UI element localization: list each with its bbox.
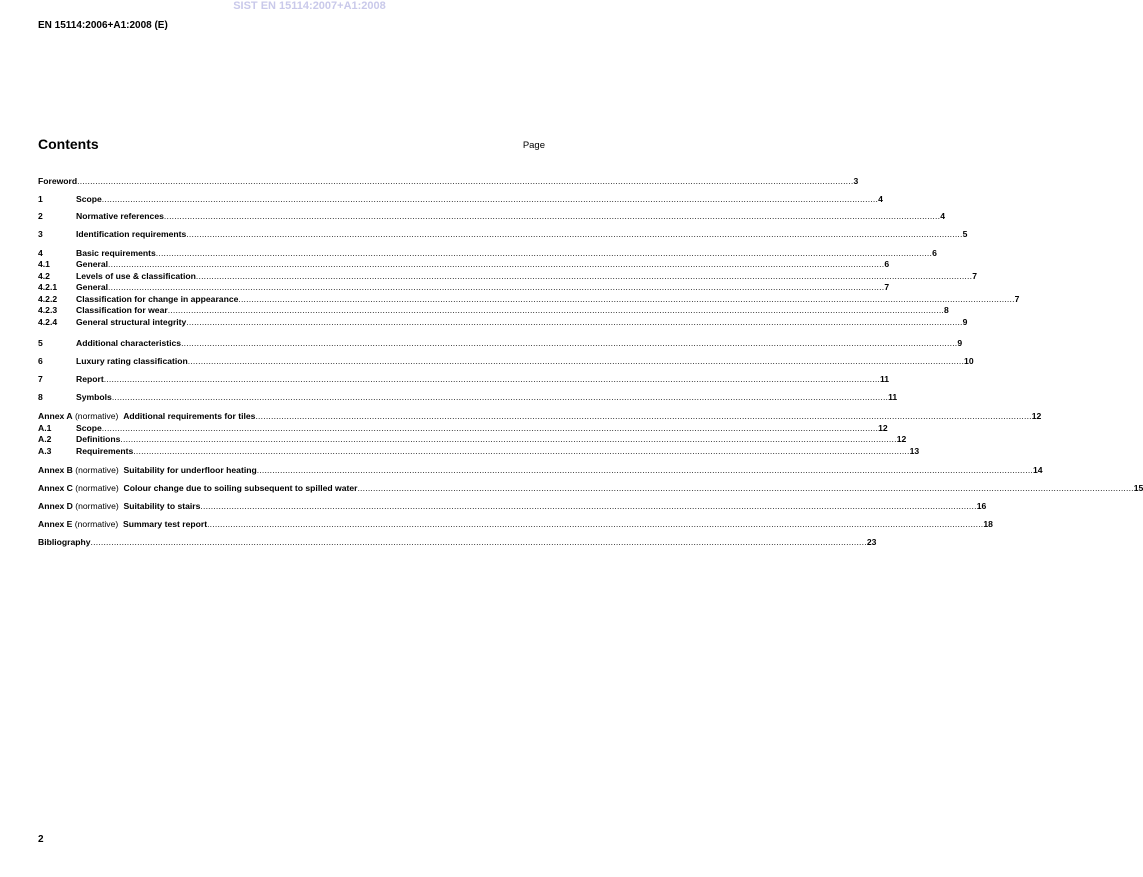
entry-page: 12: [896, 434, 907, 444]
entry-page: 5: [962, 229, 968, 239]
section-number: A.3: [38, 446, 52, 456]
section-number: A.2: [38, 434, 52, 444]
dot-leader: ............................................................................................................................................................................................................................................................................................................: [207, 519, 984, 529]
entry-title: Levels of use & classification: [76, 271, 196, 281]
entry-title: General structural integrity: [76, 317, 187, 327]
annex-label: Annex E: [38, 519, 73, 529]
toc-entry[interactable]: [38, 317, 968, 328]
toc-entry[interactable]: [38, 537, 877, 548]
annex-qualifier: (normative): [74, 411, 119, 421]
entry-page: 9: [957, 338, 963, 348]
entry-page: 13: [909, 446, 920, 456]
page-number: 2: [38, 834, 44, 845]
toc-entry[interactable]: [38, 392, 898, 403]
annex-label: Annex C: [38, 483, 73, 493]
entry-page: 9: [962, 317, 968, 327]
toc-entry[interactable]: [38, 465, 1043, 476]
dot-leader: ............................................................................................................................................................................................................................................................................................................: [120, 434, 897, 444]
toc-entry[interactable]: [38, 176, 859, 187]
dot-leader: ............................................................................................................................................................................................................................................................................................................: [163, 211, 941, 221]
toc-entry[interactable]: [38, 356, 974, 367]
entry-title: Additional requirements for tiles: [123, 411, 256, 421]
entry-title: Scope: [76, 194, 102, 204]
section-number: 4.1: [38, 259, 50, 269]
dot-leader: ............................................................................................................................................................................................................................................................................................................: [200, 501, 977, 511]
toc-entry[interactable]: [38, 446, 920, 457]
dot-leader: ............................................................................................................................................................................................................................................................................................................: [101, 194, 879, 204]
entry-title: Summary test report: [123, 519, 208, 529]
watermark: SIST EN 15114:2007+A1:2008: [233, 0, 386, 12]
section-number: 4: [38, 248, 43, 258]
entry-page: 4: [878, 194, 883, 204]
entry-title: General: [76, 259, 109, 269]
section-number: 4.2.4: [38, 317, 58, 327]
dot-leader: ............................................................................................................................................................................................................................................................................................................: [77, 176, 854, 186]
entry-title: Colour change due to soiling subsequent to spilled water: [123, 483, 358, 493]
section-number: 2: [38, 211, 43, 221]
annex-qualifier: (normative): [75, 501, 119, 511]
dot-leader: ............................................................................................................................................................................................................................................................................................................: [108, 259, 885, 269]
dot-leader: ............................................................................................................................................................................................................................................................................................................: [133, 446, 910, 456]
dot-leader: ............................................................................................................................................................................................................................................................................................................: [90, 537, 867, 547]
entry-page: 7: [884, 282, 890, 292]
annex-qualifier: (normative): [75, 483, 119, 493]
dot-leader: ............................................................................................................................................................................................................................................................................................................: [186, 317, 963, 327]
toc-entry[interactable]: [38, 282, 890, 293]
section-number: 8: [38, 392, 43, 402]
section-number: 6: [38, 356, 43, 366]
dot-leader: ............................................................................................................................................................................................................................................................................................................: [103, 374, 880, 384]
section-number: 3: [38, 229, 43, 239]
toc-entry[interactable]: [38, 519, 993, 530]
entry-title: Symbols: [76, 392, 112, 402]
dot-leader: ............................................................................................................................................................................................................................................................................................................: [108, 282, 885, 292]
toc-entry[interactable]: [38, 248, 937, 259]
toc-entry[interactable]: [38, 501, 987, 512]
entry-title: Additional characteristics: [76, 338, 182, 348]
toc-entry[interactable]: [38, 229, 968, 240]
entry-page: 8: [944, 305, 949, 315]
dot-leader: ............................................................................................................................................................................................................................................................................................................: [155, 248, 933, 258]
entry-title: Bibliography: [38, 537, 91, 547]
dot-leader: ............................................................................................................................................................................................................................................................................................................: [195, 271, 973, 281]
entry-title: Normative references: [76, 211, 164, 221]
entry-page: 16: [976, 501, 987, 511]
entry-page: 18: [983, 519, 993, 529]
entry-title: General: [76, 282, 109, 292]
dot-leader: ............................................................................................................................................................................................................................................................................................................: [256, 465, 1033, 475]
dot-leader: ............................................................................................................................................................................................................................................................................................................: [187, 356, 965, 366]
document-header: EN 15114:2006+A1:2008 (E): [38, 20, 168, 31]
entry-page: 4: [940, 211, 945, 221]
section-number: 1: [38, 194, 43, 204]
toc-entry[interactable]: [38, 374, 890, 385]
annex-label: Annex B: [38, 465, 73, 475]
toc-entry[interactable]: [38, 259, 890, 270]
toc-entry[interactable]: [38, 194, 883, 205]
entry-title: Suitability to stairs: [123, 501, 201, 511]
entry-page: 6: [932, 248, 937, 258]
annex-qualifier: (normative): [75, 465, 119, 475]
entry-page: 15: [1133, 483, 1143, 493]
entry-title: Classification for change in appearance: [76, 294, 239, 304]
entry-page: 14: [1033, 465, 1043, 475]
entry-page: 7: [1014, 294, 1020, 304]
entry-page: 6: [884, 259, 890, 269]
page-column-label: Page: [522, 140, 545, 151]
toc-entry[interactable]: [38, 434, 907, 445]
dot-leader: ............................................................................................................................................................................................................................................................................................................: [111, 392, 889, 402]
entry-title: Scope: [76, 423, 102, 433]
entry-title: Requirements: [76, 446, 134, 456]
entry-page: 11: [880, 374, 890, 384]
section-number: A.1: [38, 423, 52, 433]
toc-entry[interactable]: [38, 423, 888, 434]
annex-label: Annex D: [38, 501, 73, 511]
section-number: 4.2.1: [38, 282, 58, 292]
dot-leader: ............................................................................................................................................................................................................................................................................................................: [181, 338, 958, 348]
entry-title: Classification for wear: [76, 305, 168, 315]
contents-title: Contents: [38, 136, 99, 152]
dot-leader: ............................................................................................................................................................................................................................................................................................................: [255, 411, 1032, 421]
section-number: 4.2: [38, 271, 50, 281]
entry-page: 10: [964, 356, 974, 366]
entry-page: 7: [972, 271, 977, 281]
section-number: 7: [38, 374, 43, 384]
toc-entry[interactable]: [38, 483, 1143, 494]
entry-page: 12: [1031, 411, 1042, 421]
entry-page: 23: [866, 537, 877, 547]
toc-entry[interactable]: [38, 211, 945, 222]
dot-leader: ............................................................................................................................................................................................................................................................................................................: [167, 305, 944, 315]
entry-title: Suitability for underfloor heating: [123, 465, 257, 475]
entry-page: 12: [878, 423, 888, 433]
entry-title: Identification requirements: [76, 229, 187, 239]
toc-entry[interactable]: [38, 294, 1020, 305]
entry-title: Foreword: [38, 176, 78, 186]
dot-leader: ............................................................................................................................................................................................................................................................................................................: [357, 483, 1134, 493]
section-number: 4.2.2: [38, 294, 58, 304]
toc-entry[interactable]: [38, 305, 949, 316]
toc-entry[interactable]: [38, 338, 963, 349]
dot-leader: ............................................................................................................................................................................................................................................................................................................: [238, 294, 1015, 304]
entry-title: Definitions: [76, 434, 121, 444]
toc-entry[interactable]: [38, 271, 977, 282]
toc-entry[interactable]: [38, 411, 1042, 422]
section-number: 5: [38, 338, 43, 348]
entry-page: 11: [888, 392, 898, 402]
annex-qualifier: (normative): [74, 519, 119, 529]
section-number: 4.2.3: [38, 305, 58, 315]
annex-label: Annex A: [38, 411, 73, 421]
entry-title: Basic requirements: [76, 248, 156, 258]
dot-leader: ............................................................................................................................................................................................................................................................................................................: [186, 229, 963, 239]
entry-title: Luxury rating classification: [76, 356, 188, 366]
entry-page: 3: [853, 176, 859, 186]
dot-leader: ............................................................................................................................................................................................................................................................................................................: [101, 423, 879, 433]
entry-title: Report: [76, 374, 104, 384]
